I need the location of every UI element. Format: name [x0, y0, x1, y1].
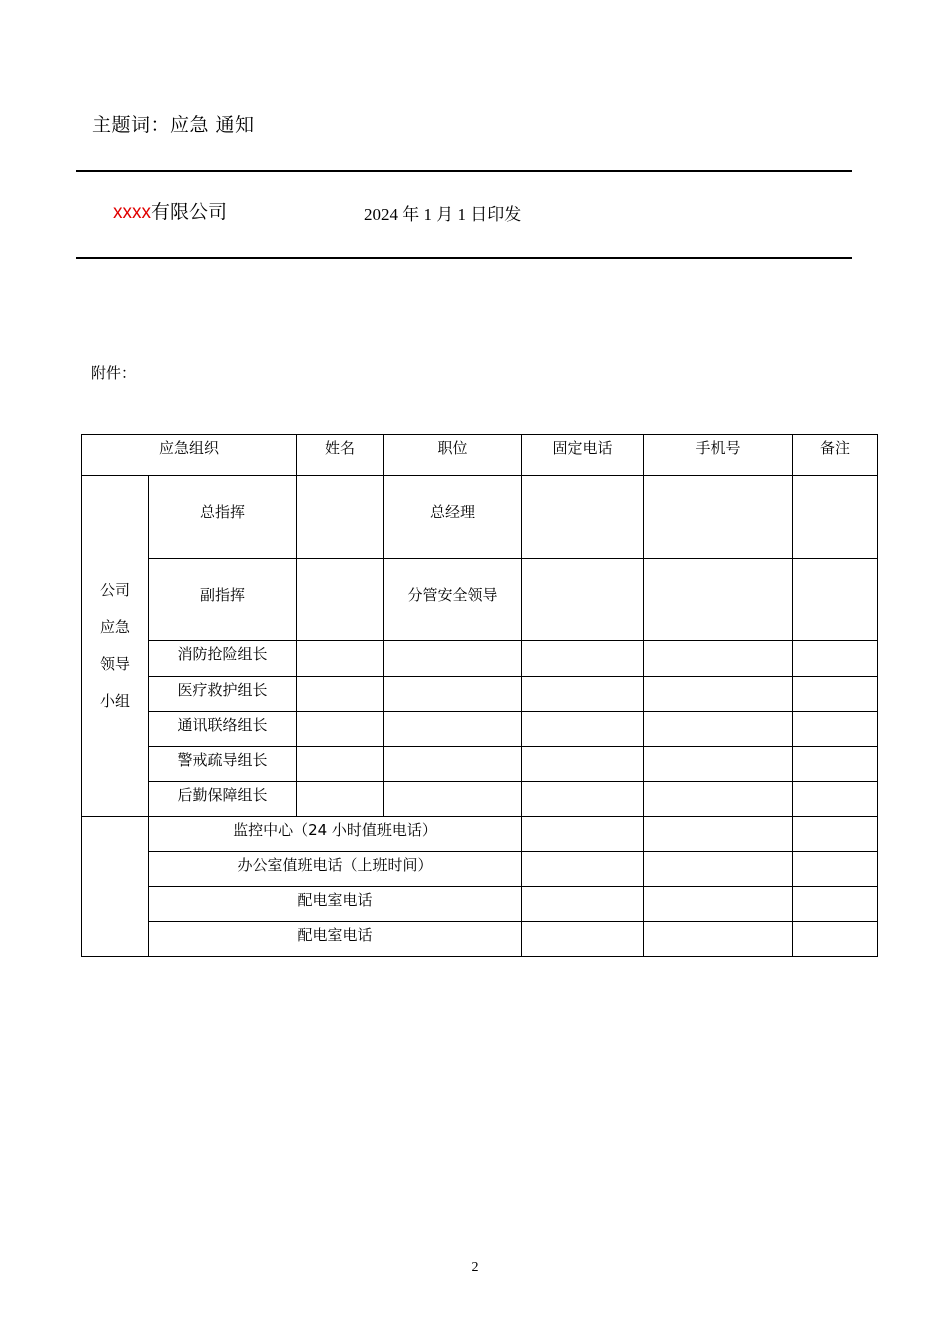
landline-cell [522, 817, 644, 852]
group-label [82, 476, 149, 817]
hotline-group-label [82, 817, 149, 957]
remarks-cell [793, 641, 878, 677]
group-label-line: 小组 [99, 692, 130, 710]
remarks-cell [793, 712, 878, 747]
remarks-cell [793, 817, 878, 852]
role-cell: 后勤保障组长 [149, 782, 297, 817]
landline-cell [522, 559, 644, 641]
position-cell [384, 747, 522, 782]
role-cell: 消防抢险组长 [149, 641, 297, 677]
role-cell: 通讯联络组长 [149, 712, 297, 747]
position-cell [384, 712, 522, 747]
remarks-cell [793, 852, 878, 887]
mobile-cell [644, 559, 793, 641]
landline-cell [522, 887, 644, 922]
table-row [82, 559, 878, 641]
position-cell [384, 677, 522, 712]
table-row [82, 712, 878, 747]
role-cell: 医疗救护组长 [149, 677, 297, 712]
subject-keywords: 主题词：应急 通知 [92, 114, 255, 136]
name-cell [297, 476, 384, 559]
landline-cell [522, 641, 644, 677]
mobile-cell [644, 476, 793, 559]
mobile-cell [644, 922, 793, 957]
name-cell [297, 782, 384, 817]
position-cell [384, 782, 522, 817]
header-cell: 应急组织 [82, 435, 297, 476]
landline-cell [522, 712, 644, 747]
table-row [82, 677, 878, 712]
mobile-cell [644, 852, 793, 887]
header-cell: 职位 [384, 435, 522, 476]
group-label-line: 应急 [99, 618, 130, 636]
table-row [82, 641, 878, 677]
hotline-row [82, 852, 878, 887]
header-cell: 姓名 [297, 435, 384, 476]
issuer-company [113, 197, 227, 224]
landline-cell [522, 747, 644, 782]
top-divider [76, 170, 852, 172]
name-cell [297, 747, 384, 782]
remarks-cell [793, 747, 878, 782]
position-cell [384, 641, 522, 677]
name-cell [297, 712, 384, 747]
landline-cell [522, 476, 644, 559]
attachment-label: 附件： [91, 364, 137, 382]
hotline-row [82, 887, 878, 922]
landline-cell [522, 852, 644, 887]
remarks-cell [793, 922, 878, 957]
table-row [82, 747, 878, 782]
hotline-row [82, 922, 878, 957]
mobile-cell [644, 677, 793, 712]
emergency-contact-table [81, 434, 878, 957]
header-cell: 手机号 [644, 435, 793, 476]
hotline-label: 监控中心（24 小时值班电话） [149, 817, 522, 852]
group-label-line: 领导 [99, 655, 130, 673]
landline-cell [522, 782, 644, 817]
role-cell: 警戒疏导组长 [149, 747, 297, 782]
mobile-cell [644, 782, 793, 817]
hotline-row [82, 817, 878, 852]
mobile-cell [644, 641, 793, 677]
remarks-cell [793, 476, 878, 559]
header-cell: 备注 [793, 435, 878, 476]
group-label-line: 公司 [99, 581, 130, 599]
name-cell [297, 559, 384, 641]
position-cell: 分管安全领导 [384, 559, 522, 641]
hotline-label: 办公室值班电话（上班时间） [149, 852, 522, 887]
table-header-row [82, 435, 878, 476]
header-cell: 固定电话 [522, 435, 644, 476]
role-cell: 副指挥 [149, 559, 297, 641]
mobile-cell [644, 712, 793, 747]
hotline-label: 配电室电话 [149, 887, 522, 922]
role-cell: 总指挥 [149, 476, 297, 559]
company-name-placeholder: xxxx [113, 202, 151, 223]
position-cell: 总经理 [384, 476, 522, 559]
hotline-label: 配电室电话 [149, 922, 522, 957]
name-cell [297, 677, 384, 712]
mobile-cell [644, 817, 793, 852]
table-row [82, 782, 878, 817]
issue-date: 2024 年 1 月 1 日印发 [364, 205, 522, 224]
remarks-cell [793, 677, 878, 712]
company-suffix: 有限公司 [151, 201, 228, 223]
remarks-cell [793, 559, 878, 641]
mobile-cell [644, 747, 793, 782]
mobile-cell [644, 887, 793, 922]
landline-cell [522, 677, 644, 712]
landline-cell [522, 922, 644, 957]
remarks-cell [793, 782, 878, 817]
name-cell [297, 641, 384, 677]
bottom-divider [76, 257, 852, 259]
remarks-cell [793, 887, 878, 922]
table-row [82, 476, 878, 559]
page-number: 2 [471, 1260, 479, 1275]
